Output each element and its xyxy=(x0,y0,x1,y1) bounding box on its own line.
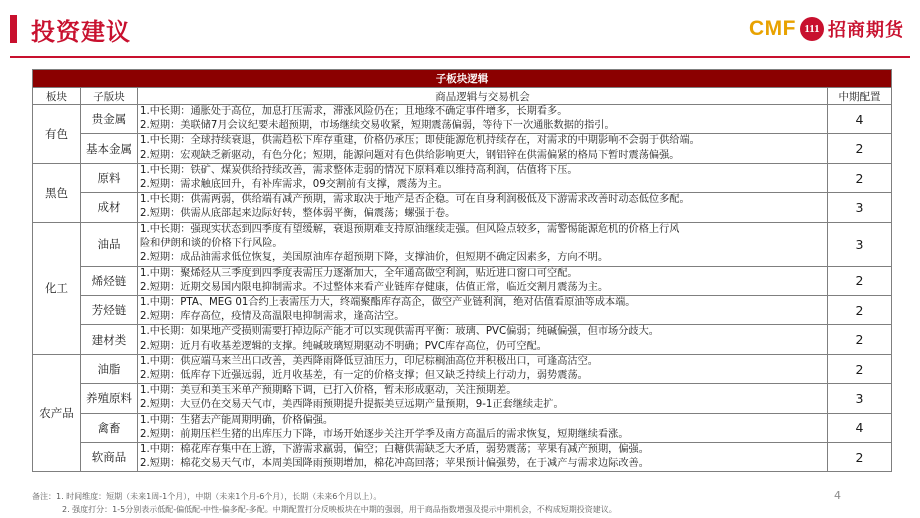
board-cell: 农产品 xyxy=(33,354,81,472)
logic-line: 2.短期：近月有收基差逻辑的支撑。纯碱玻璃短期驱动不明确；PVC库存高位，仍可空配。 xyxy=(140,340,547,352)
logic-line: 1.中期：供应端马来兰出口改善，美西降雨降低豆油压力，印尼棕榈油高位并积极出口，可逢高沽空。 xyxy=(140,355,598,367)
logic-line: 1.中长期：铁矿、煤炭供给持续改善，需求整体走弱的情况下原料难以维持高利润，估值将下压。 xyxy=(140,164,578,176)
logic-line: 1.中长期：全球持续衰退，供需趋松下库存重建，价格仍承压；即使能源危机持续存在，对需求的中期影响不会弱于供给端。 xyxy=(140,135,700,147)
page-number: 4 xyxy=(834,489,841,502)
logic-line: 2.短期：宏观缺乏新驱动，有色分化；短期，能源问题对有色供给影响更大，钢铝锌在供需偏紧的格局下暂时震荡偏强。 xyxy=(140,149,680,161)
board-cell: 有色 xyxy=(33,105,81,164)
allocation-score-cell: 3 xyxy=(828,222,892,266)
logic-line: 2.短期：供需从底部起来边际好转，整体弱平衡，偏震荡；螺强于卷。 xyxy=(140,208,456,220)
table-row xyxy=(33,193,892,222)
logo-cmf-text: CMF xyxy=(749,17,796,40)
logo-mark-icon: 111 xyxy=(800,17,824,41)
logic-line: 1.中期：聚烯烃从三季度到四季度表需压力逐渐加大，全年通高做空利润，贴近进口窗口可空配。 xyxy=(140,267,578,279)
footnote-time-horizon: 备注：1. 时间维度：短期（未来1周-1个月），中期（未来1个月-6个月），长期（未来6个月以上）。 xyxy=(32,492,382,501)
sub-board-cell: 基本金属 xyxy=(81,134,138,163)
allocation-score-cell: 2 xyxy=(828,266,892,295)
table-row xyxy=(33,222,892,266)
allocation-score-cell: 3 xyxy=(828,193,892,222)
logic-cell xyxy=(138,105,828,134)
logic-cell xyxy=(138,163,828,192)
logic-line: 2.短期：成品油需求低位恢复，美国原油库存超预期下降，支撑油价，但短期不确定因素多，方向不明。 xyxy=(140,252,609,264)
footnote-score-scale: 2. 强度打分：1-5分别表示低配-偏低配-中性-偏多配-多配。中期配置打分反映板块在中期的强弱，用于商品指数增强及提示中期机会，不构成短期投资建议。 xyxy=(62,505,617,514)
allocation-score-cell: 2 xyxy=(828,134,892,163)
page-title: 投资建议 xyxy=(31,17,131,46)
sub-board-cell: 建材类 xyxy=(81,325,138,354)
table-row xyxy=(33,354,892,383)
sub-board-cell: 原料 xyxy=(81,163,138,192)
allocation-score-cell: 4 xyxy=(828,413,892,442)
logic-line: 1.中长期：通胀处于高位，加息打压需求，滞涨风险仍在；且地缘不确定事件增多，长期看多。 xyxy=(140,106,568,117)
sub-board-cell: 芳烃链 xyxy=(81,296,138,325)
allocation-score-cell: 2 xyxy=(828,443,892,472)
column-header-board: 板块 xyxy=(33,88,81,105)
sub-board-cell: 养殖原料 xyxy=(81,384,138,413)
logic-line: 2.短期：需求触底回升，有补库需求，09交割前有支撑，震荡为主。 xyxy=(140,179,448,191)
strategy-table xyxy=(32,69,892,472)
logic-cell xyxy=(138,354,828,383)
column-header-logic: 商品逻辑与交易机会 xyxy=(138,88,828,105)
logic-cell xyxy=(138,296,828,325)
logic-line: 2.短期：库存高位，疫情及高温限电抑制需求，逢高沽空。 xyxy=(140,311,405,323)
logic-line: 1.中长期：强现实状态到四季度有望缓解，衰退预期难支持原油继续走强。但风险点较多，需警惕能源危机的价格上行风 xyxy=(140,223,680,235)
logic-line: 1.中长期：如果地产受损则需要打掉边际产能才可以实现供需再平衡：玻璃、PVC偏弱；纯碱偏强，但市场分歧大。 xyxy=(140,326,659,338)
allocation-score-cell: 2 xyxy=(828,325,892,354)
sub-board-cell: 油品 xyxy=(81,222,138,266)
board-cell: 化工 xyxy=(33,222,81,354)
table-row xyxy=(33,413,892,442)
sub-board-cell: 成材 xyxy=(81,193,138,222)
logo-company-name: 招商期货 xyxy=(828,20,904,41)
allocation-score-cell: 2 xyxy=(828,296,892,325)
logic-cell xyxy=(138,413,828,442)
strategy-table-container xyxy=(32,69,891,472)
logic-cell xyxy=(138,443,828,472)
sub-board-cell: 禽畜 xyxy=(81,413,138,442)
logic-line: 1.中期：生猪去产能周期明确，价格偏强。 xyxy=(140,414,334,426)
table-caption: 子板块逻辑 xyxy=(33,70,892,88)
allocation-score-cell: 4 xyxy=(828,105,892,134)
logic-cell xyxy=(138,266,828,295)
logic-line: 1.中期：美豆和美玉米单产预期略下调，已打入价格，暂未形成驱动，关注预期差。 xyxy=(140,385,517,397)
page-header xyxy=(10,12,131,46)
sub-board-cell: 贵金属 xyxy=(81,105,138,134)
allocation-score-cell: 3 xyxy=(828,384,892,413)
table-row xyxy=(33,163,892,192)
table-row xyxy=(33,266,892,295)
logic-line: 1.中期：PTA、MEG 01合约上表需压力大，终端聚酯库存高企，做空产业链利润，绝对估值看原油等成本端。 xyxy=(140,297,636,309)
logic-line: 1.中期：棉花库存集中在上游，下游需求羸弱，偏空；白糖供需缺乏大矛盾，弱势震荡；苹果有减产预期，偏强。 xyxy=(140,444,649,456)
table-row xyxy=(33,443,892,472)
logic-cell xyxy=(138,193,828,222)
table-row xyxy=(33,105,892,134)
sub-board-cell: 烯烃链 xyxy=(81,266,138,295)
logic-line: 2.短期：棉花交易天气市，本周美国降雨预期增加，棉花冲高回落；苹果预计偏强势，在于减产与需求边际改善。 xyxy=(140,458,649,470)
table-row xyxy=(33,325,892,354)
board-cell: 黑色 xyxy=(33,163,81,222)
allocation-score-cell: 2 xyxy=(828,163,892,192)
table-row xyxy=(33,296,892,325)
logic-line: 2.短期：前期压栏生猪的出库压力下降，市场开始逐步关注开学季及南方高温后的需求恢复，短期继续看涨。 xyxy=(140,428,629,440)
logic-line: 1.中长期：供需两弱，供给端有减产预期，需求取决于地产是否企稳。可在自身利润极低及下游需求改善时动态低位多配。 xyxy=(140,194,690,206)
sub-board-cell: 油脂 xyxy=(81,354,138,383)
column-header-allocation: 中期配置 xyxy=(828,88,892,105)
table-body xyxy=(33,105,892,472)
logic-cell xyxy=(138,222,828,266)
header-divider xyxy=(10,56,910,58)
logic-line: 2.短期：近期交易国内限电抑制需求。不过整体来看产业链库存健康，估值正常，临近交割月震荡为主。 xyxy=(140,281,609,293)
logic-cell xyxy=(138,134,828,163)
allocation-score-cell: 2 xyxy=(828,354,892,383)
column-header-sub-board: 子版块 xyxy=(81,88,138,105)
logic-line: 2.短期：大豆仍在交易天气市，美西降雨预期提升提振美豆远期产量预期，9-1正套继续走扩。 xyxy=(140,399,564,411)
logic-line: 2.短期：低库存下近强远弱，近月收基差，有一定的价格支撑；但又缺乏持续上行动力，弱势震荡。 xyxy=(140,370,588,382)
sub-board-cell: 软商品 xyxy=(81,443,138,472)
logic-line: 险和伊朗和谈的价格下行风险。 xyxy=(140,238,283,250)
table-row xyxy=(33,384,892,413)
company-logo xyxy=(749,14,904,44)
title-accent-bar xyxy=(10,15,17,43)
table-row xyxy=(33,134,892,163)
logic-line: 2.短期：美联储7月会议纪要未超预期，市场继续交易收紧，短期震荡偏弱，等待下一次通胀数据的指引。 xyxy=(140,120,615,132)
logic-cell xyxy=(138,325,828,354)
logic-cell xyxy=(138,384,828,413)
